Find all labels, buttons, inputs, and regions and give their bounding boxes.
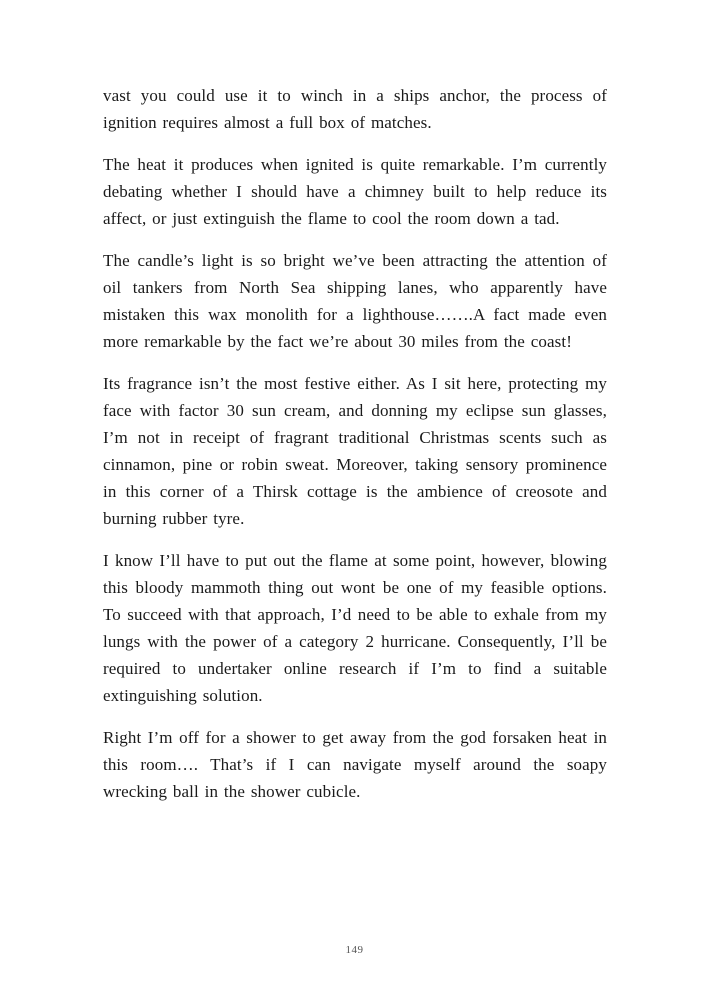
paragraph: I know I’ll have to put out the flame at some point, however, blowing this bloody mammoth thing out wont be one of my feasible options. To succeed with that approach, I’d need to be able to exhale from my lungs with the power of a category 2 hurricane. Consequently, I’ll be required to undertaker online research if I’m to find a suitable extinguishing solution. [103, 551, 607, 705]
page-number: 149 [345, 944, 364, 956]
paragraph: Right I’m off for a shower to get away from the god forsaken heat in this room…. That’s if I can navigate myself around the soapy wrecking ball in the shower cubicle. [103, 728, 607, 801]
paragraph: vast you could use it to winch in a ships anchor, the process of ignition requires almost a full box of matches. [103, 86, 607, 132]
paragraph: The candle’s light is so bright we’ve been attracting the attention of oil tankers from North Sea shipping lanes, who apparently have mistaken this wax monolith for a lighthouse…….A fact made even more remarkable by the fact we’re about 30 miles from the coast! [103, 251, 607, 351]
paragraph: The heat it produces when ignited is quite remarkable. I’m currently debating whether I should have a chimney built to help reduce its affect, or just extinguish the flame to cool the room down a tad. [103, 155, 607, 228]
page-text-block [103, 82, 607, 820]
paragraph: Its fragrance isn’t the most festive either. As I sit here, protecting my face with factor 30 sun cream, and donning my eclipse sun glasses, I’m not in receipt of fragrant traditional Christmas scents such as cinnamon, pine or robin sweat. Moreover, taking sensory prominence in this corner of a Thirsk cottage is the ambience of creosote and burning rubber tyre. [103, 374, 607, 528]
